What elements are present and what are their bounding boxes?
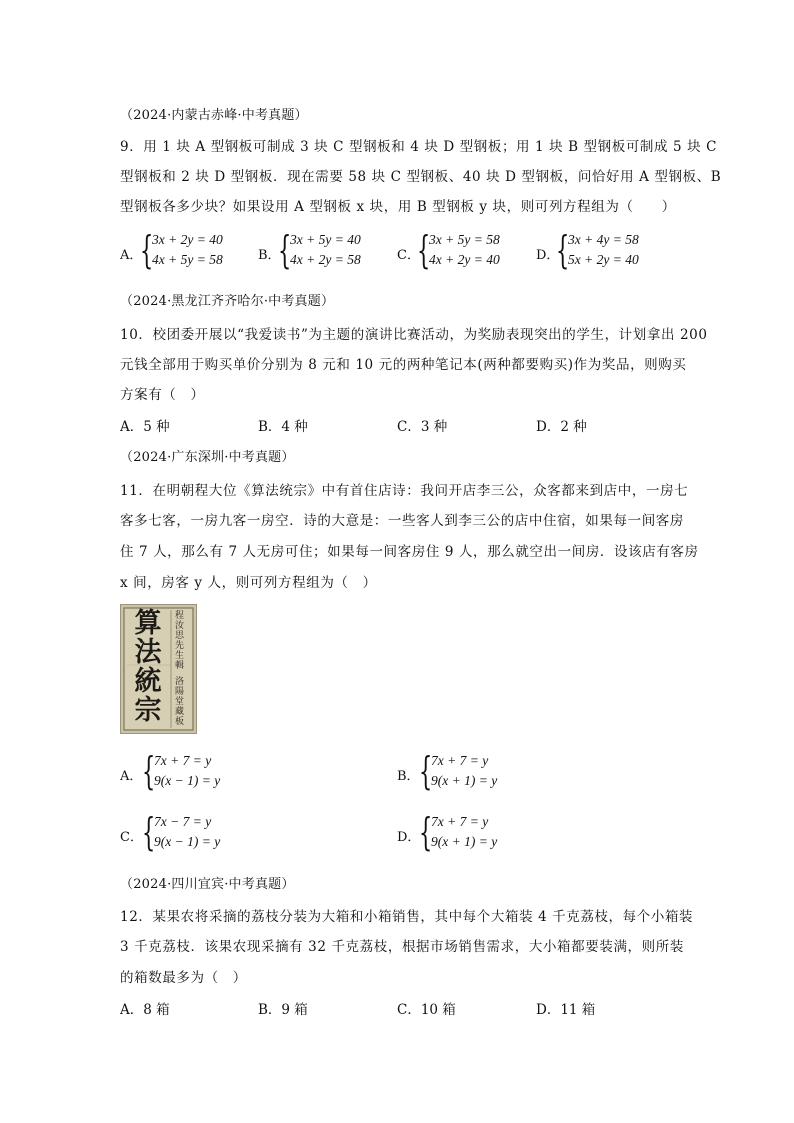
- q11-option-a-system: [142, 751, 220, 791]
- equation: 3x + 5y = 40: [290, 232, 361, 247]
- book-author: 程汝思先生輯: [175, 611, 185, 671]
- q12-line-2: 3 千克荔枝．该果农现采摘有 32 千克荔枝，根据市场销售需求，大小箱都要装满，则所装: [120, 939, 684, 955]
- q12-option-b: B．9 箱: [258, 1002, 308, 1018]
- equation: 7x − 7 = y: [154, 814, 212, 829]
- q11-option-c-label: C．: [120, 830, 143, 845]
- brace-icon: {: [140, 228, 154, 272]
- q12-line-3: 的箱数最多为（ ）: [120, 970, 247, 986]
- q9-option-d-system: [556, 230, 639, 270]
- equation: 3x + 4y = 58: [568, 232, 639, 247]
- q11-line-2: 客多七客，一房九客一房空．诗的大意是：一些客人到李三公的店中住宿，如果每一间客房: [120, 513, 684, 529]
- equation: 7x + 7 = y: [431, 753, 489, 768]
- q10-line-1: 10．校团委开展以“我爱读书”为主题的演讲比赛活动，为奖励表现突出的学生，计划拿出 200: [120, 327, 708, 343]
- q9-option-a-label: A．: [120, 248, 143, 263]
- q10-option-a: A．5 种: [120, 419, 170, 435]
- equation: 4x + 2y = 58: [290, 252, 361, 267]
- brace-icon: {: [419, 749, 433, 793]
- equation: 5x + 2y = 40: [568, 252, 639, 267]
- equation: 7x + 7 = y: [431, 814, 489, 829]
- q11-line-4: x 间，房客 y 人，则可列方程组为（ ）: [120, 575, 377, 591]
- brace-icon: {: [417, 228, 431, 272]
- q9-option-c-system: [417, 230, 500, 270]
- q10-source: （2024·黑龙江齐齐哈尔·中考真题）: [120, 294, 335, 309]
- book-publisher: 洛陽堂藏板: [175, 677, 185, 727]
- q12-option-d: D．11 箱: [536, 1002, 596, 1018]
- q11-option-a-label: A．: [120, 769, 143, 784]
- q9-line-3: 型钢板各多少块？如果设用 A 型钢板 x 块，用 B 型钢板 y 块，则可列方程组为（ ）: [120, 199, 676, 215]
- q9-source: （2024·内蒙古赤峰·中考真题）: [120, 108, 308, 123]
- q9-option-b-system: [278, 230, 361, 270]
- brace-icon: {: [419, 810, 433, 854]
- equation: 9(x − 1) = y: [154, 834, 221, 849]
- q12-line-1: 12．某果农将采摘的荔枝分装为大箱和小箱销售，其中每个大箱装 4 千克荔枝，每个小箱装: [120, 909, 694, 925]
- q9-line-2: 型钢板和 2 块 D 型钢板．现在需要 58 块 C 型钢板、40 块 D 型钢板，问恰好用 A 型钢板、B: [120, 169, 722, 185]
- q12-option-a: A．8 箱: [120, 1002, 170, 1018]
- q9-option-a-system: [140, 230, 223, 270]
- q11-option-b-label: B．: [397, 769, 420, 784]
- q11-option-b-system: [419, 751, 497, 791]
- equation: 4x + 2y = 40: [429, 252, 500, 267]
- equation: 9(x + 1) = y: [431, 834, 498, 849]
- brace-icon: {: [278, 228, 292, 272]
- equation: 9(x − 1) = y: [154, 773, 221, 788]
- q10-option-b: B．4 种: [258, 419, 308, 435]
- q11-option-c-system: [142, 812, 220, 852]
- q11-source: （2024·广东深圳·中考真题）: [120, 450, 295, 465]
- brace-icon: {: [142, 810, 156, 854]
- q9-option-d-label: D．: [536, 248, 560, 263]
- q10-option-d: D．2 种: [536, 419, 587, 435]
- q10-line-2: 元钱全部用于购买单价分别为 8 元和 10 元的两种笔记本(两种都要购买)作为奖品，则购买: [120, 357, 687, 373]
- q10-option-c: C．3 种: [397, 419, 448, 435]
- q11-option-d-system: [419, 812, 497, 852]
- brace-icon: {: [142, 749, 156, 793]
- equation: 3x + 5y = 58: [429, 232, 500, 247]
- equation: 9(x + 1) = y: [431, 773, 498, 788]
- book-cover-image: [120, 604, 197, 734]
- q9-line-1: 9．用 1 块 A 型钢板可制成 3 块 C 型钢板和 4 块 D 型钢板；用 1 块 B 型钢板可制成 5 块 C: [120, 139, 718, 155]
- q10-line-3: 方案有（ ）: [120, 387, 205, 403]
- brace-icon: {: [556, 228, 570, 272]
- equation: 7x + 7 = y: [154, 753, 212, 768]
- q11-line-3: 住 7 人，那么有 7 人无房可住；如果每一间客房住 9 人，那么就空出一间房．设该店有客房: [120, 544, 699, 560]
- equation: 4x + 5y = 58: [152, 252, 223, 267]
- book-title: 算法統宗: [134, 608, 162, 726]
- q9-option-b-label: B．: [258, 248, 281, 263]
- q12-source: （2024·四川宜宾·中考真题）: [120, 877, 295, 892]
- q12-option-c: C．10 箱: [397, 1002, 456, 1018]
- q9-option-c-label: C．: [397, 248, 420, 263]
- equation: 3x + 2y = 40: [152, 232, 223, 247]
- q11-option-d-label: D．: [397, 830, 421, 845]
- q11-line-1: 11．在明朝程大位《算法统宗》中有首住店诗：我问开店李三公，众客都来到店中，一房七: [120, 483, 689, 499]
